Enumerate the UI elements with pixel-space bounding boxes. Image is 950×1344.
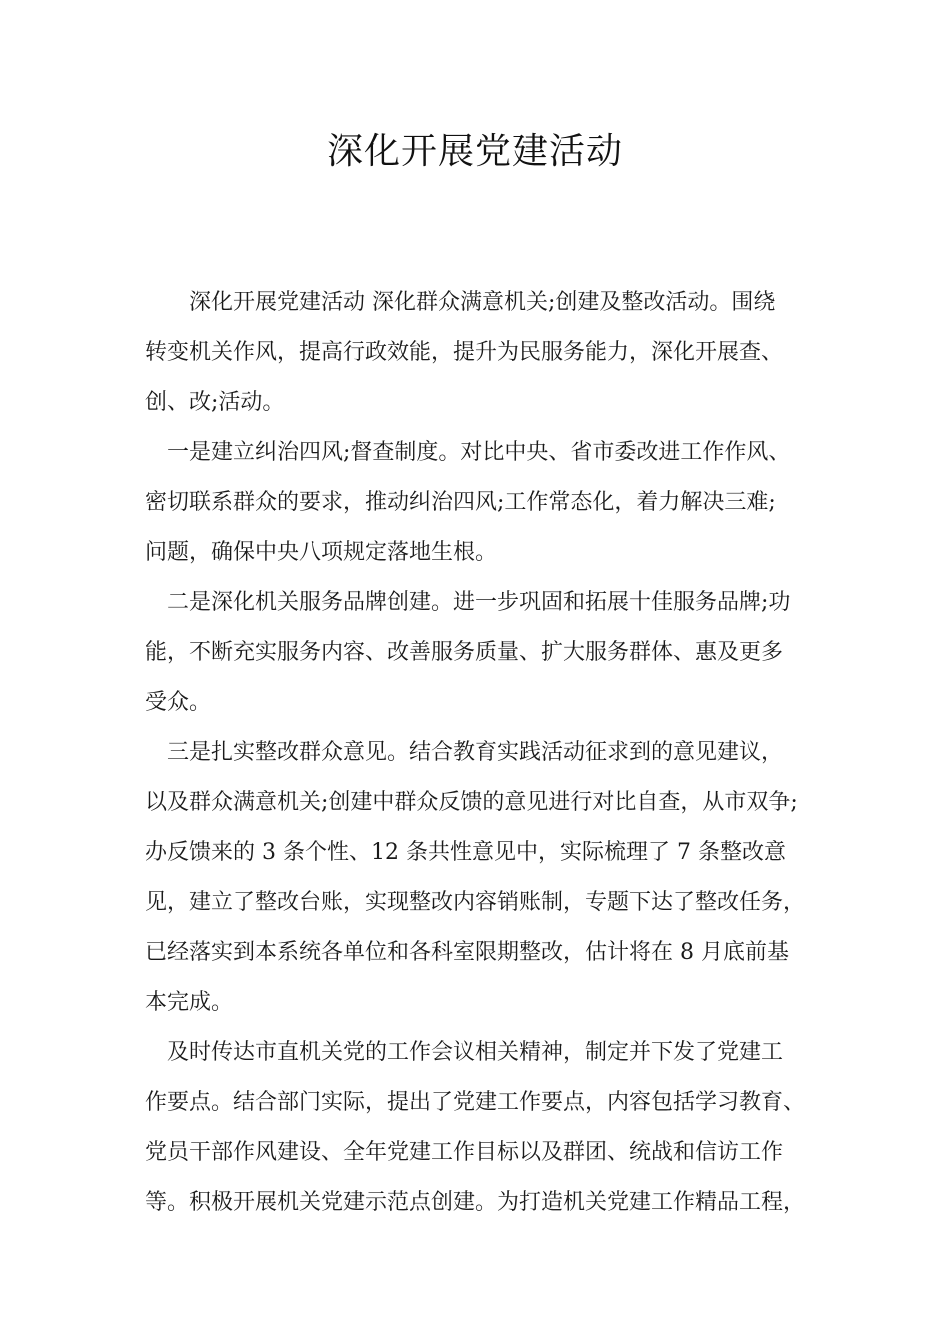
paragraph-4-line-3: 办反馈来的 3 条个性、12 条共性意见中，实际梳理了 7 条整改意 — [145, 840, 786, 865]
paragraph-5-line-1: 及时传达市直机关党的工作会议相关精神，制定并下发了党建工 — [167, 1040, 784, 1065]
paragraph-4-line-2: 以及群众满意机关;创建中群众反馈的意见进行对比自查，从市双争; — [145, 790, 798, 815]
paragraph-4-line-1: 三是扎实整改群众意见。结合教育实践活动征求到的意见建议， — [167, 740, 784, 765]
paragraph-5-line-2: 作要点。结合部门实际，提出了党建工作要点，内容包括学习教育、 — [145, 1090, 806, 1115]
paragraph-4-line-5: 已经落实到本系统各单位和各科室限期整改，估计将在 8 月底前基 — [145, 940, 789, 965]
paragraph-3-line-2: 能，不断充实服务内容、改善服务质量、扩大服务群体、惠及更多 — [145, 640, 784, 665]
document-body — [145, 278, 825, 1228]
paragraph-1-line-1: 深化开展党建活动 深化群众满意机关;创建及整改活动。围绕 — [189, 290, 776, 315]
paragraph-3-line-1: 二是深化机关服务品牌创建。进一步巩固和拓展十佳服务品牌;功 — [167, 590, 791, 615]
document-title: 深化开展党建活动 — [326, 131, 623, 172]
paragraph-2-line-2: 密切联系群众的要求，推动纠治四风;工作常态化，着力解决三难; — [145, 490, 776, 515]
paragraph-1-line-2: 转变机关作风，提高行政效能，提升为民服务能力，深化开展查、 — [145, 340, 784, 365]
paragraph-3-line-3: 受众。 — [145, 690, 212, 715]
paragraph-4-line-6: 本完成。 — [145, 990, 234, 1015]
paragraph-5-line-3: 党员干部作风建设、全年党建工作目标以及群团、统战和信访工作 — [145, 1140, 784, 1165]
paragraph-4-line-4: 见，建立了整改台账，实现整改内容销账制，专题下达了整改任务， — [145, 890, 806, 915]
paragraph-1-line-3: 创、改;活动。 — [145, 390, 285, 415]
paragraph-2-line-1: 一是建立纠治四风;督查制度。对比中央、省市委改进工作作风、 — [167, 440, 791, 465]
paragraph-2-line-3: 问题，确保中央八项规定落地生根。 — [145, 540, 498, 565]
paragraph-5-line-4: 等。积极开展机关党建示范点创建。为打造机关党建工作精品工程， — [145, 1190, 806, 1215]
